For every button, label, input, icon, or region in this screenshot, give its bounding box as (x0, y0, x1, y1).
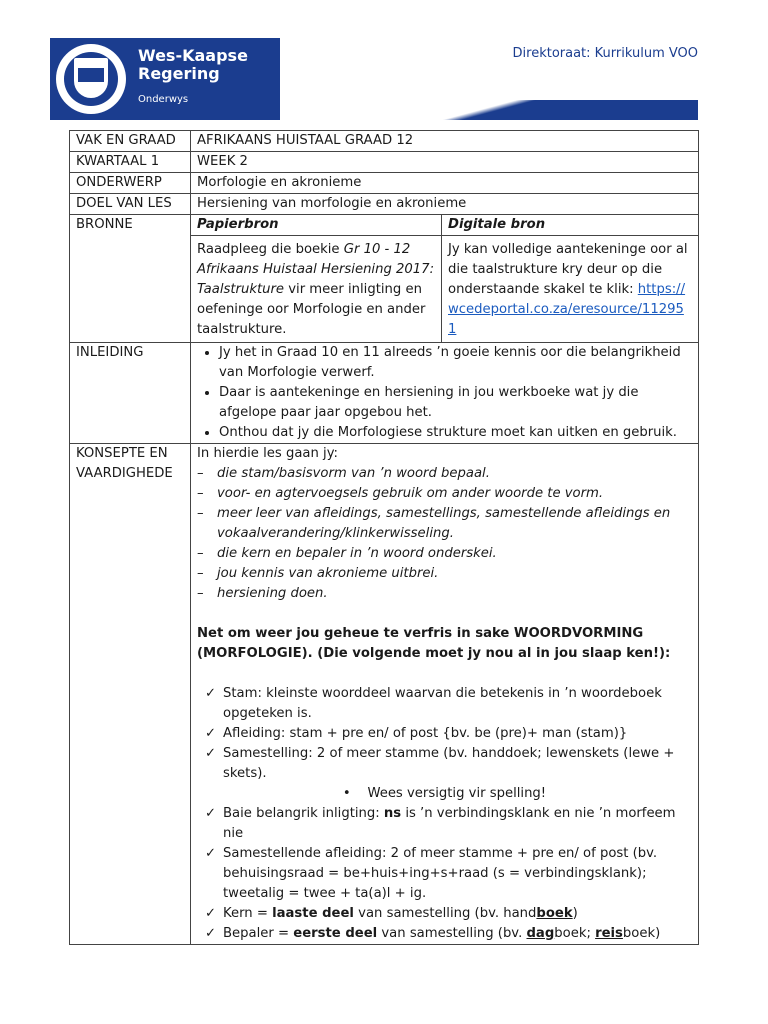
paper-source-heading: Papierbron (191, 215, 442, 236)
list-item: • Onthou dat jy die Morfologiese strukture moet kan uitken en gebruik. (219, 423, 692, 443)
list-item: – voor- en agtervoegsels gebruik om ander woorde te vorm. (217, 484, 692, 504)
label-introduction: INLEIDING (70, 343, 191, 444)
definition-kern: ✓ Kern = laaste deel van samestelling (bv. handboek) (223, 904, 692, 924)
digital-source-text: Jy kan volledige aantekeninge oor al die taalstrukture kry deur op die onderstaande skakel te klik: https://wcedeportal.co.za/eresource/112951 (442, 236, 699, 343)
introduction-list (197, 343, 692, 443)
lesson-table (69, 130, 699, 945)
government-logo (50, 38, 280, 120)
coat-of-arms-icon (56, 44, 126, 114)
book-title: Gr 10 - 12 Afrikaans Huistaal Hersiening 2017: Taalstrukture (197, 242, 435, 297)
concepts-intro: In hierdie les gaan jy: (197, 446, 338, 461)
list-item: – jou kennis van akronieme uitbrei. (217, 564, 692, 584)
directorate-title: Direktoraat: Kurrikulum VOO (512, 46, 698, 61)
digital-source-heading: Digitale bron (442, 215, 699, 236)
definition-ns: ✓ Baie belangrik inligting: ns is ’n verbindingsklank en nie ’n morfeem nie (223, 804, 692, 844)
label-topic: ONDERWERP (70, 173, 191, 194)
introduction-content (191, 343, 699, 444)
label-concepts: KONSEPTE EN VAARDIGHEDE (70, 444, 191, 945)
row-sources-head (70, 215, 699, 236)
page-header (0, 0, 768, 130)
value-aim: Hersiening van morfologie en akronieme (191, 194, 699, 215)
definition-stam: ✓ Stam: kleinste woorddeel waarvan die betekenis in ’n woordeboek opgeteken is. (223, 684, 692, 724)
concepts-content (191, 444, 699, 945)
label-term: KWARTAAL 1 (70, 152, 191, 173)
list-item: – meer leer van afleidings, samestellings, samestellende afleidings en vokaalverandering/klinkerwisseling. (217, 504, 692, 544)
row-aim (70, 194, 699, 215)
row-introduction (70, 343, 699, 444)
row-concepts (70, 444, 699, 945)
label-aim: DOEL VAN LES (70, 194, 191, 215)
definition-afleiding: ✓ Afleiding: stam + pre en/ of post {bv. be (pre)+ man (stam)} (223, 724, 692, 744)
row-topic (70, 173, 699, 194)
list-item: – die kern en bepaler in ’n woord onderskei. (217, 544, 692, 564)
paper-source-text: Raadpleeg die boekie Gr 10 - 12 Afrikaans Huistaal Hersiening 2017: Taalstrukture vir meer inligting en oefeninge oor Morfologie en ander taalstrukture. (191, 236, 442, 343)
org-name-line2: Regering (138, 64, 220, 83)
definition-samestelling: ✓ Samestelling: 2 of meer stamme (bv. handdoek; lewenskets (lewe + skets). (223, 744, 692, 784)
label-sources: BRONNE (70, 215, 191, 343)
list-item: • Daar is aantekeninge en hersiening in jou werkboeke wat jy die afgelope paar jaar opgebou het. (219, 383, 692, 423)
value-week: WEEK 2 (191, 152, 699, 173)
value-topic: Morfologie en akronieme (191, 173, 699, 194)
definitions-list-2 (197, 804, 692, 944)
definition-samestellende: ✓ Samestellende afleiding: 2 of meer stamme + pre en/ of post (bv. behuisingsraad = be+huis+ing+s+raad (s = verbindingsklank); tweetalig = twee + ta(a)l + ig. (223, 844, 692, 904)
row-subject (70, 131, 699, 152)
org-department: Onderwys (138, 94, 189, 105)
spelling-warning: • Wees versigtig vir spelling! (342, 786, 547, 801)
header-accent-bar (280, 100, 698, 120)
definitions-list (197, 684, 692, 784)
list-item: • Jy het in Graad 10 en 11 alreeds ’n goeie kennis oor die belangrikheid van Morfologie verwerf. (219, 343, 692, 383)
eresource-link[interactable]: https://wcedeportal.co.za/eresource/112951 (448, 282, 686, 337)
list-item: – hersiening doen. (217, 584, 692, 604)
org-name-line1: Wes-Kaapse (138, 46, 248, 65)
label-subject: VAK EN GRAAD (70, 131, 191, 152)
objectives-list (197, 464, 692, 604)
list-item: – die stam/basisvorm van ’n woord bepaal. (217, 464, 692, 484)
value-subject: AFRIKAANS HUISTAAL GRAAD 12 (191, 131, 699, 152)
definition-bepaler: ✓ Bepaler = eerste deel van samestelling (bv. dagboek; reisboek) (223, 924, 692, 944)
row-term (70, 152, 699, 173)
morphology-heading: Net om weer jou geheue te verfris in sake WOORDVORMING (MORFOLOGIE). (Die volgende moet jy nou al in jou slaap ken!): (197, 626, 671, 661)
